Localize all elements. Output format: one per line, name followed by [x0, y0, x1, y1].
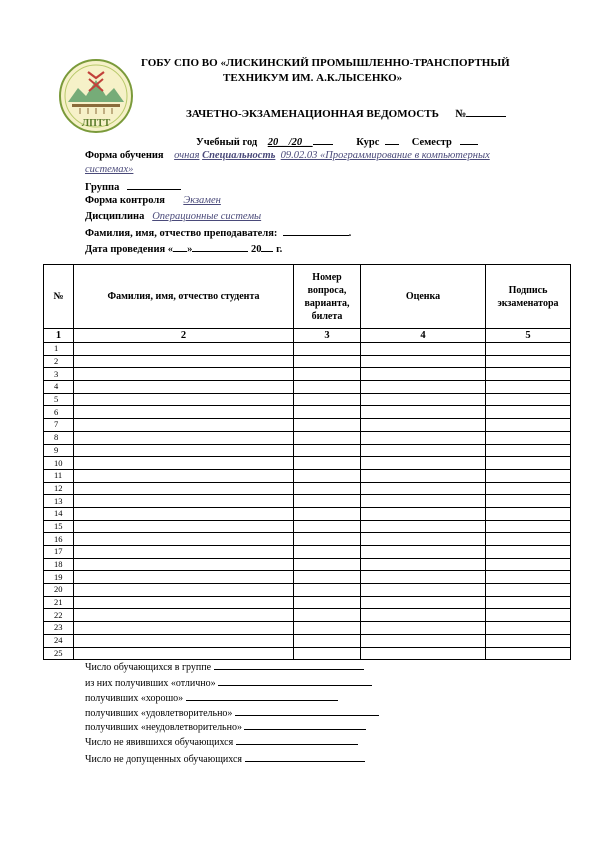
table-row [44, 546, 571, 559]
form-study-value: очная [174, 150, 200, 161]
signature-cell[interactable] [486, 520, 571, 533]
grade-cell[interactable] [361, 596, 486, 609]
table-row [44, 482, 571, 495]
summary-row [85, 706, 379, 719]
table-header-row [44, 265, 571, 329]
question-cell[interactable] [294, 431, 361, 444]
row-number-cell: 16 [44, 533, 74, 546]
summary-row [85, 735, 358, 748]
signature-cell[interactable] [486, 495, 571, 508]
teacher-label: Фамилия, имя, отчество преподавателя: [85, 228, 278, 239]
signature-cell[interactable] [486, 533, 571, 546]
table-row [44, 647, 571, 660]
group-label: Группа [85, 182, 120, 193]
student-name-cell[interactable] [74, 355, 294, 368]
signature-cell[interactable] [486, 622, 571, 635]
table-row [44, 520, 571, 533]
student-name-cell[interactable] [74, 482, 294, 495]
row-number-cell: 19 [44, 571, 74, 584]
student-name-cell[interactable] [74, 343, 294, 356]
table-row [44, 444, 571, 457]
grade-cell[interactable] [361, 647, 486, 660]
semester-field[interactable] [460, 135, 478, 145]
summary-label: получивших «хорошо» [85, 693, 184, 704]
grade-cell[interactable] [361, 469, 486, 482]
student-name-cell[interactable] [74, 444, 294, 457]
question-cell[interactable] [294, 647, 361, 660]
row-number-cell: 12 [44, 482, 74, 495]
col-number-5: 5 [486, 329, 571, 343]
header-student-name: Фамилия, имя, отчество студента [74, 265, 294, 329]
table-row [44, 457, 571, 470]
student-name-cell[interactable] [74, 469, 294, 482]
student-name-cell[interactable] [74, 571, 294, 584]
grade-cell[interactable] [361, 533, 486, 546]
year-tail [313, 135, 333, 145]
table-row [44, 584, 571, 597]
summary-label: Число не допущенных обучающихся [85, 754, 243, 765]
grade-cell[interactable] [361, 381, 486, 394]
teacher-row [85, 226, 351, 239]
student-name-cell[interactable] [74, 381, 294, 394]
signature-cell[interactable] [486, 507, 571, 520]
date-day-field[interactable] [173, 242, 187, 252]
student-name-cell[interactable] [74, 419, 294, 432]
student-name-cell[interactable] [74, 584, 294, 597]
course-label: Курс [356, 137, 380, 148]
question-cell[interactable] [294, 558, 361, 571]
row-number-cell: 9 [44, 444, 74, 457]
grade-cell[interactable] [361, 343, 486, 356]
student-name-cell[interactable] [74, 596, 294, 609]
course-field[interactable] [385, 135, 399, 145]
grade-cell[interactable] [361, 457, 486, 470]
question-cell[interactable] [294, 495, 361, 508]
college-logo [58, 58, 134, 134]
date-end: г. [276, 244, 283, 255]
question-cell[interactable] [294, 482, 361, 495]
question-cell[interactable] [294, 368, 361, 381]
summary-field[interactable] [214, 660, 364, 670]
grade-cell[interactable] [361, 546, 486, 559]
student-name-cell[interactable] [74, 507, 294, 520]
row-number-cell: 6 [44, 406, 74, 419]
col-number-1: 1 [44, 329, 74, 343]
col-number-2: 2 [74, 329, 294, 343]
header-number: № [44, 265, 74, 329]
summary-field[interactable] [236, 735, 358, 745]
grade-cell[interactable] [361, 431, 486, 444]
question-cell[interactable] [294, 343, 361, 356]
question-cell[interactable] [294, 584, 361, 597]
table-row [44, 558, 571, 571]
document-title [186, 106, 506, 120]
summary-row [85, 752, 365, 765]
student-name-cell[interactable] [74, 558, 294, 571]
table-row [44, 406, 571, 419]
specialty-label: Специальность [202, 150, 276, 161]
discipline-value: Операционные системы [152, 211, 262, 222]
number-label: № [455, 108, 467, 120]
summary-label: получивших «неудовлетворительно» [85, 722, 242, 733]
logo-text: ЛПТТ [81, 118, 111, 129]
summary-label: получивших «удовлетворительно» [85, 708, 233, 719]
row-number-cell: 11 [44, 469, 74, 482]
student-name-cell[interactable] [74, 495, 294, 508]
row-number-cell: 17 [44, 546, 74, 559]
grade-cell[interactable] [361, 520, 486, 533]
form-study-label: Форма обучения [85, 150, 164, 161]
row-number-cell: 7 [44, 419, 74, 432]
table-row [44, 634, 571, 647]
row-number-cell: 10 [44, 457, 74, 470]
signature-cell[interactable] [486, 558, 571, 571]
question-cell[interactable] [294, 457, 361, 470]
question-cell[interactable] [294, 609, 361, 622]
grade-cell[interactable] [361, 444, 486, 457]
question-cell[interactable] [294, 546, 361, 559]
title-text: ЗАЧЕТНО-ЭКЗАМЕНАЦИОННАЯ ВЕДОМОСТЬ [186, 108, 439, 120]
row-number-cell: 5 [44, 393, 74, 406]
student-name-cell[interactable] [74, 406, 294, 419]
summary-field[interactable] [245, 752, 365, 762]
signature-cell[interactable] [486, 355, 571, 368]
question-cell[interactable] [294, 444, 361, 457]
table-row [44, 495, 571, 508]
grade-cell[interactable] [361, 507, 486, 520]
grade-cell[interactable] [361, 622, 486, 635]
student-name-cell[interactable] [74, 634, 294, 647]
question-cell[interactable] [294, 533, 361, 546]
discipline-label: Дисциплина [85, 211, 145, 222]
grade-cell[interactable] [361, 558, 486, 571]
signature-cell[interactable] [486, 647, 571, 660]
signature-cell[interactable] [486, 368, 571, 381]
row-number-cell: 25 [44, 647, 74, 660]
row-number-cell: 2 [44, 355, 74, 368]
grade-cell[interactable] [361, 609, 486, 622]
row-number-cell: 23 [44, 622, 74, 635]
question-cell[interactable] [294, 419, 361, 432]
summary-label: Число не явившихся обучающихся [85, 737, 234, 748]
group-row [85, 180, 181, 193]
grade-cell[interactable] [361, 482, 486, 495]
table-row [44, 622, 571, 635]
student-name-cell[interactable] [74, 393, 294, 406]
signature-cell[interactable] [486, 571, 571, 584]
question-cell[interactable] [294, 469, 361, 482]
signature-cell[interactable] [486, 546, 571, 559]
grade-cell[interactable] [361, 406, 486, 419]
date-year-prefix: 20 [250, 244, 262, 255]
student-name-cell[interactable] [74, 457, 294, 470]
header-examiner-signature: Подпись экзаменатора [486, 265, 571, 329]
question-cell[interactable] [294, 634, 361, 647]
grade-cell[interactable] [361, 495, 486, 508]
table-row [44, 533, 571, 546]
grade-cell[interactable] [361, 368, 486, 381]
date-row [85, 242, 282, 255]
grade-cell[interactable] [361, 584, 486, 597]
control-row [85, 195, 221, 206]
date-mid: » [187, 244, 193, 255]
specialty-value-line2: системах» [85, 164, 134, 175]
student-name-cell[interactable] [74, 622, 294, 635]
question-cell[interactable] [294, 520, 361, 533]
specialty-value-line1: 09.02.03 «Программирование в компьютерных [280, 150, 490, 161]
signature-cell[interactable] [486, 609, 571, 622]
summary-row [85, 691, 338, 704]
exam-table [43, 264, 571, 660]
control-label: Форма контроля [85, 195, 165, 206]
signature-cell[interactable] [486, 457, 571, 470]
grade-cell[interactable] [361, 634, 486, 647]
student-name-cell[interactable] [74, 533, 294, 546]
question-cell[interactable] [294, 571, 361, 584]
col-number-4: 4 [361, 329, 486, 343]
question-cell[interactable] [294, 622, 361, 635]
summary-field[interactable] [244, 720, 366, 730]
summary-row [85, 720, 366, 733]
header-question-number: Номер вопроса, варианта, билета [294, 265, 361, 329]
discipline-row [85, 211, 261, 222]
org-name-line2: ТЕХНИКУМ ИМ. А.К.ЛЫСЕНКО» [223, 72, 403, 84]
signature-cell[interactable] [486, 393, 571, 406]
year-value[interactable]: 20__/20__ [267, 137, 313, 148]
signature-cell[interactable] [486, 482, 571, 495]
row-number-cell: 1 [44, 343, 74, 356]
student-name-cell[interactable] [74, 546, 294, 559]
row-number-cell: 21 [44, 596, 74, 609]
row-number-cell: 3 [44, 368, 74, 381]
summary-label: из них получивших «отлично» [85, 678, 216, 689]
signature-cell[interactable] [486, 381, 571, 394]
form-study-row [85, 150, 490, 161]
date-month-field[interactable] [192, 242, 248, 252]
col-number-3: 3 [294, 329, 361, 343]
signature-cell[interactable] [486, 406, 571, 419]
student-name-cell[interactable] [74, 647, 294, 660]
row-number-cell: 4 [44, 381, 74, 394]
specialty-continuation [85, 164, 133, 175]
table-row [44, 469, 571, 482]
table-row [44, 381, 571, 394]
signature-cell[interactable] [486, 469, 571, 482]
table-row [44, 419, 571, 432]
signature-cell[interactable] [486, 343, 571, 356]
table-row [44, 343, 571, 356]
teacher-field[interactable] [283, 226, 349, 236]
summary-field[interactable] [235, 706, 379, 716]
group-field[interactable] [127, 180, 181, 190]
table-row [44, 431, 571, 444]
teacher-end: . [348, 228, 352, 239]
org-name-line1: ГОБУ СПО ВО «ЛИСКИНСКИЙ ПРОМЫШЛЕННО-ТРАНСПОРТНЫЙ [141, 57, 510, 69]
table-row [44, 355, 571, 368]
column-number-row [44, 329, 571, 343]
control-value: Экзамен [183, 195, 221, 206]
row-number-cell: 8 [44, 431, 74, 444]
student-name-cell[interactable] [74, 609, 294, 622]
date-year-field[interactable] [261, 242, 273, 252]
student-name-cell[interactable] [74, 520, 294, 533]
question-cell[interactable] [294, 596, 361, 609]
question-cell[interactable] [294, 381, 361, 394]
row-number-cell: 24 [44, 634, 74, 647]
row-number-cell: 20 [44, 584, 74, 597]
signature-cell[interactable] [486, 419, 571, 432]
grade-cell[interactable] [361, 571, 486, 584]
table-row [44, 596, 571, 609]
header-grade: Оценка [361, 265, 486, 329]
row-number-cell: 13 [44, 495, 74, 508]
summary-field[interactable] [218, 676, 372, 686]
signature-cell[interactable] [486, 596, 571, 609]
table-row [44, 571, 571, 584]
student-name-cell[interactable] [74, 431, 294, 444]
summary-row [85, 676, 372, 689]
year-label: Учебный год [196, 137, 258, 148]
summary-field[interactable] [186, 691, 338, 701]
question-cell[interactable] [294, 393, 361, 406]
table-row [44, 507, 571, 520]
year-row [196, 135, 478, 148]
table-row [44, 368, 571, 381]
question-cell[interactable] [294, 406, 361, 419]
grade-cell[interactable] [361, 393, 486, 406]
row-number-cell: 22 [44, 609, 74, 622]
summary-label: Число обучающихся в группе [85, 662, 212, 673]
question-cell[interactable] [294, 355, 361, 368]
row-number-cell: 15 [44, 520, 74, 533]
summary-row [85, 660, 364, 673]
date-label: Дата проведения « [85, 244, 174, 255]
row-number-cell: 14 [44, 507, 74, 520]
question-cell[interactable] [294, 507, 361, 520]
row-number-cell: 18 [44, 558, 74, 571]
grade-cell[interactable] [361, 419, 486, 432]
signature-cell[interactable] [486, 634, 571, 647]
table-row [44, 393, 571, 406]
semester-label: Семестр [411, 137, 452, 148]
number-field[interactable] [466, 106, 506, 117]
signature-cell[interactable] [486, 431, 571, 444]
signature-cell[interactable] [486, 584, 571, 597]
signature-cell[interactable] [486, 444, 571, 457]
table-row [44, 609, 571, 622]
student-name-cell[interactable] [74, 368, 294, 381]
grade-cell[interactable] [361, 355, 486, 368]
